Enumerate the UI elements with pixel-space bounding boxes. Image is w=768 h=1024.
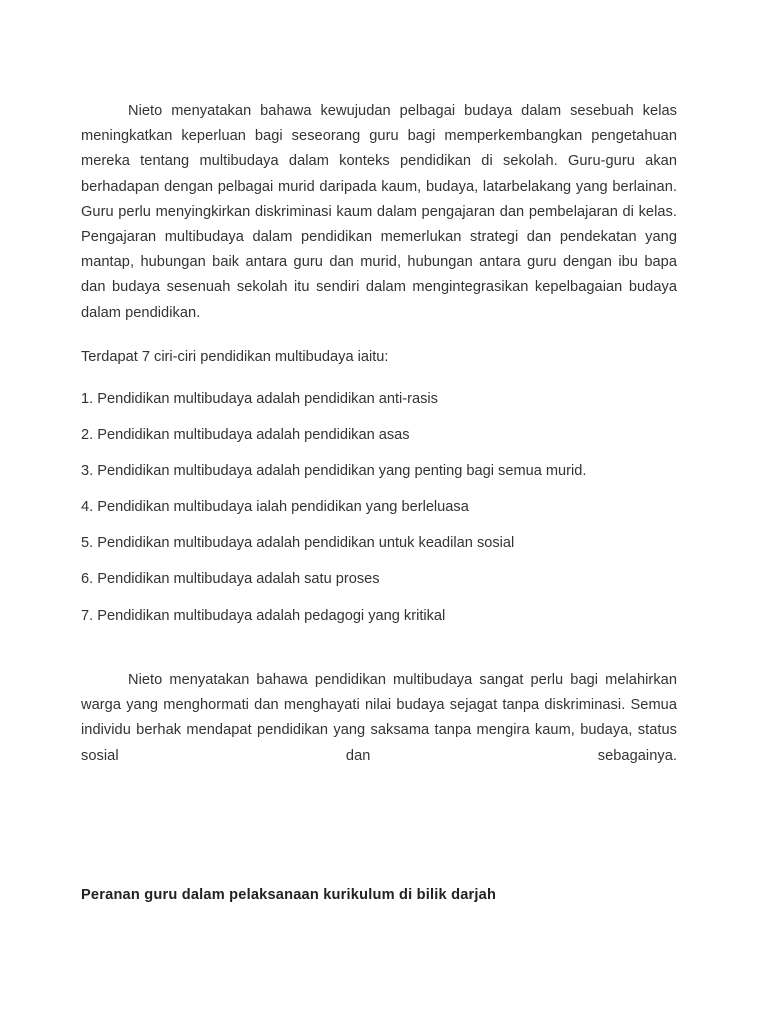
list-item: 7. Pendidikan multibudaya adalah pedagogi yang kritikal <box>81 608 446 624</box>
paragraph-text: Nieto menyatakan bahawa pendidikan multibudaya sangat perlu bagi melahirkan warga yang menghormati dan menghayati nilai budaya sejagat tanpa diskriminasi. Semua individu berhak mendapat pendidikan yang saksama tanpa mengira kaum, budaya, status sosial dan sebagainya. <box>81 672 677 764</box>
list-item: 4. Pendidikan multibudaya ialah pendidikan yang berleluasa <box>81 499 469 515</box>
list-intro-text: Terdapat 7 ciri-ciri pendidikan multibudaya iaitu: <box>81 349 389 365</box>
section-heading <box>81 885 677 905</box>
paragraph-nieto-intro <box>81 99 677 326</box>
list-intro <box>81 347 677 367</box>
heading-text: Peranan guru dalam pelaksanaan kurikulum di bilik darjah <box>81 887 497 903</box>
list-item: 6. Pendidikan multibudaya adalah satu proses <box>81 571 380 587</box>
paragraph-text: Nieto menyatakan bahawa kewujudan pelbagai budaya dalam sesebuah kelas meningkatkan keperluan bagi seseorang guru bagi memperkembangkan pengetahuan mereka tentang multibudaya dalam konteks pendidikan di sekolah. Guru-guru akan berhadapan dengan pelbagai murid daripada kaum, budaya, latarbelakang yang berlainan. Guru perlu menyingkirkan diskriminasi kaum dalam pengajaran dan pembelajaran di kelas. Pengajaran multibudaya dalam pendidikan memerlukan strategi dan pendekatan yang mantap, hubungan baik antara guru dan murid, hubungan antara guru dengan ibu bapa dan budaya sesenuah sekolah itu sendiri dalam mengintegrasikan kepelbagaian budaya dalam pendidikan. <box>81 103 677 321</box>
paragraph-nieto-conclusion <box>81 668 677 769</box>
list-item: 2. Pendidikan multibudaya adalah pendidikan asas <box>81 427 410 443</box>
list-item: 1. Pendidikan multibudaya adalah pendidikan anti-rasis <box>81 391 438 407</box>
list-item: 5. Pendidikan multibudaya adalah pendidikan untuk keadilan sosial <box>81 535 515 551</box>
list-item: 3. Pendidikan multibudaya adalah pendidikan yang penting bagi semua murid. <box>81 463 587 479</box>
